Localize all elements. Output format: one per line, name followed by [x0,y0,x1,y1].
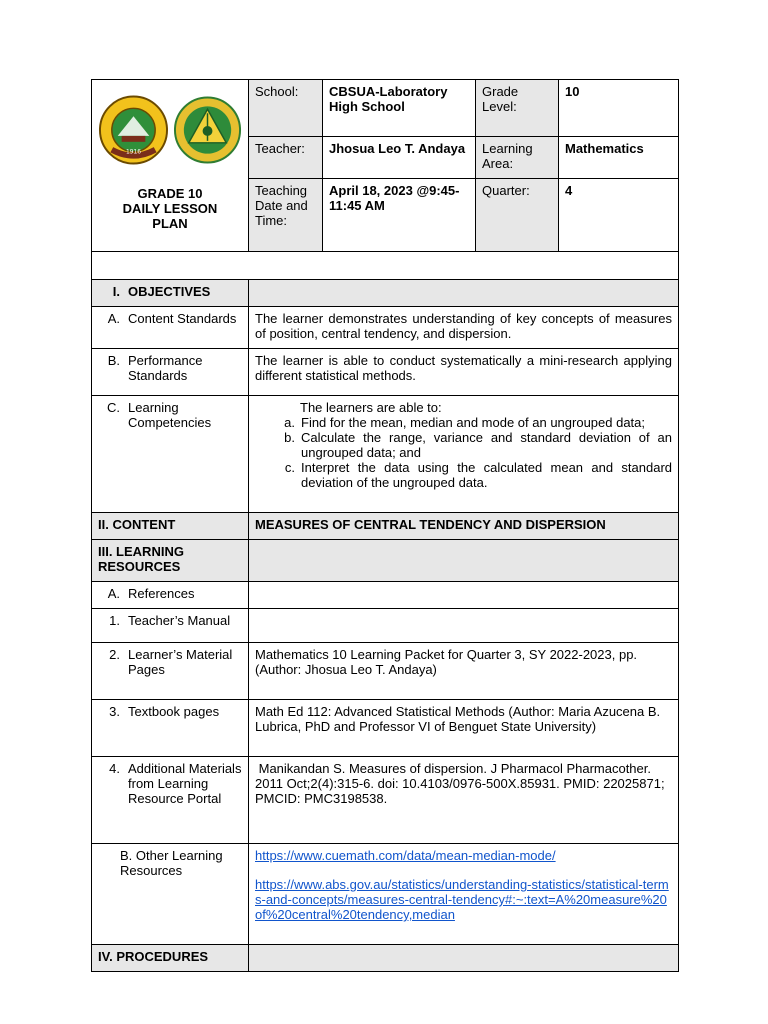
procedures-heading-blank [249,945,679,972]
main-table [91,251,679,972]
competencies-label: C. Learning Competencies [92,396,249,513]
competencies-cell [249,396,679,513]
objectives-heading-blank [249,280,679,307]
references-label: A. References [92,582,249,609]
grade-title: GRADE 10 DAILY LESSON PLAN [122,186,218,231]
additional-materials-label: 4. Additional Materials from Learning Resource Portal [92,757,249,844]
cuemath-link[interactable]: https://www.cuemath.com/data/mean-median-mode/ [255,848,556,863]
school-label: School: [249,80,323,137]
svg-text:1916: 1916 [125,149,142,156]
teacher-value: Jhosua Leo T. Andaya [323,137,476,179]
grade-level-label: Grade Level: [476,80,559,137]
content-standards-label: A. Content Standards [92,307,249,349]
textbook-label: 3. Textbook pages [92,700,249,757]
other-resources-label: B. Other Learning Resources [92,844,249,945]
other-resources-links [249,844,679,945]
content-standards-text: The learner demonstrates understanding of key concepts of measures of position, central tendency, and dispersion. [249,307,679,349]
logos [98,92,242,168]
teachers-manual-text [249,609,679,643]
benguet-state-university-seal [98,94,169,166]
competencies-intro: The learners are able to: [300,400,442,415]
list-item: b. Calculate the range, variance and standard deviation of an ungrouped data; and [284,430,672,460]
content-value: MEASURES OF CENTRAL TENDENCY AND DISPERSION [249,513,679,540]
resources-heading: III. LEARNING RESOURCES [92,540,249,582]
objectives-heading: I. OBJECTIVES [92,280,249,307]
cbsua-seal [173,95,242,165]
spacer-row [92,252,679,280]
learning-area-label: Learning Area: [476,137,559,179]
teacher-label: Teacher: [249,137,323,179]
list-item: c. Interpret the data using the calculated mean and standard deviation of the ungrouped data. [284,460,672,490]
logo-cell [92,80,249,252]
list-item: a. Find for the mean, median and mode of an ungrouped data; [284,415,646,430]
quarter-value: 4 [559,179,679,252]
teachers-manual-label: 1. Teacher’s Manual [92,609,249,643]
content-heading: II. CONTENT [92,513,249,540]
performance-standards-label: B. Performance Standards [92,349,249,396]
date-value: April 18, 2023 @9:45- 11:45 AM [323,179,476,252]
textbook-text: Math Ed 112: Advanced Statistical Methods (Author: Maria Azucena B. Lubrica, PhD and Professor VI of Benguet State University) [249,700,679,757]
school-value: CBSUA-Laboratory High School [323,80,476,137]
learners-material-text: Mathematics 10 Learning Packet for Quarter 3, SY 2022-2023, pp. (Author: Jhosua Leo T. Andaya) [249,643,679,700]
learning-area-value: Mathematics [559,137,679,179]
procedures-heading: IV. PROCEDURES [92,945,249,972]
grade-level-value: 10 [559,80,679,137]
performance-standards-text: The learner is able to conduct systematically a mini-research applying different statistical methods. [249,349,679,396]
additional-materials-text: Manikandan S. Measures of dispersion. J Pharmacol Pharmacother. 2011 Oct;2(4):315-6. doi: 10.4103/0976-500X.85931. PMID: 22025871; PMCID: PMC3198538. [249,757,679,844]
learners-material-label: 2. Learner’s Material Pages [92,643,249,700]
quarter-label: Quarter: [476,179,559,252]
references-blank [249,582,679,609]
abs-link[interactable]: https://www.abs.gov.au/statistics/understanding-statistics/statistical-terms-and-concepts/measures-central-tendency#:~:text=A%20measure%20of%20central%20tendency,median [255,877,669,922]
competencies-list [255,415,672,490]
date-label: Teaching Date and Time: [249,179,323,252]
resources-heading-blank [249,540,679,582]
header-table [91,79,679,252]
